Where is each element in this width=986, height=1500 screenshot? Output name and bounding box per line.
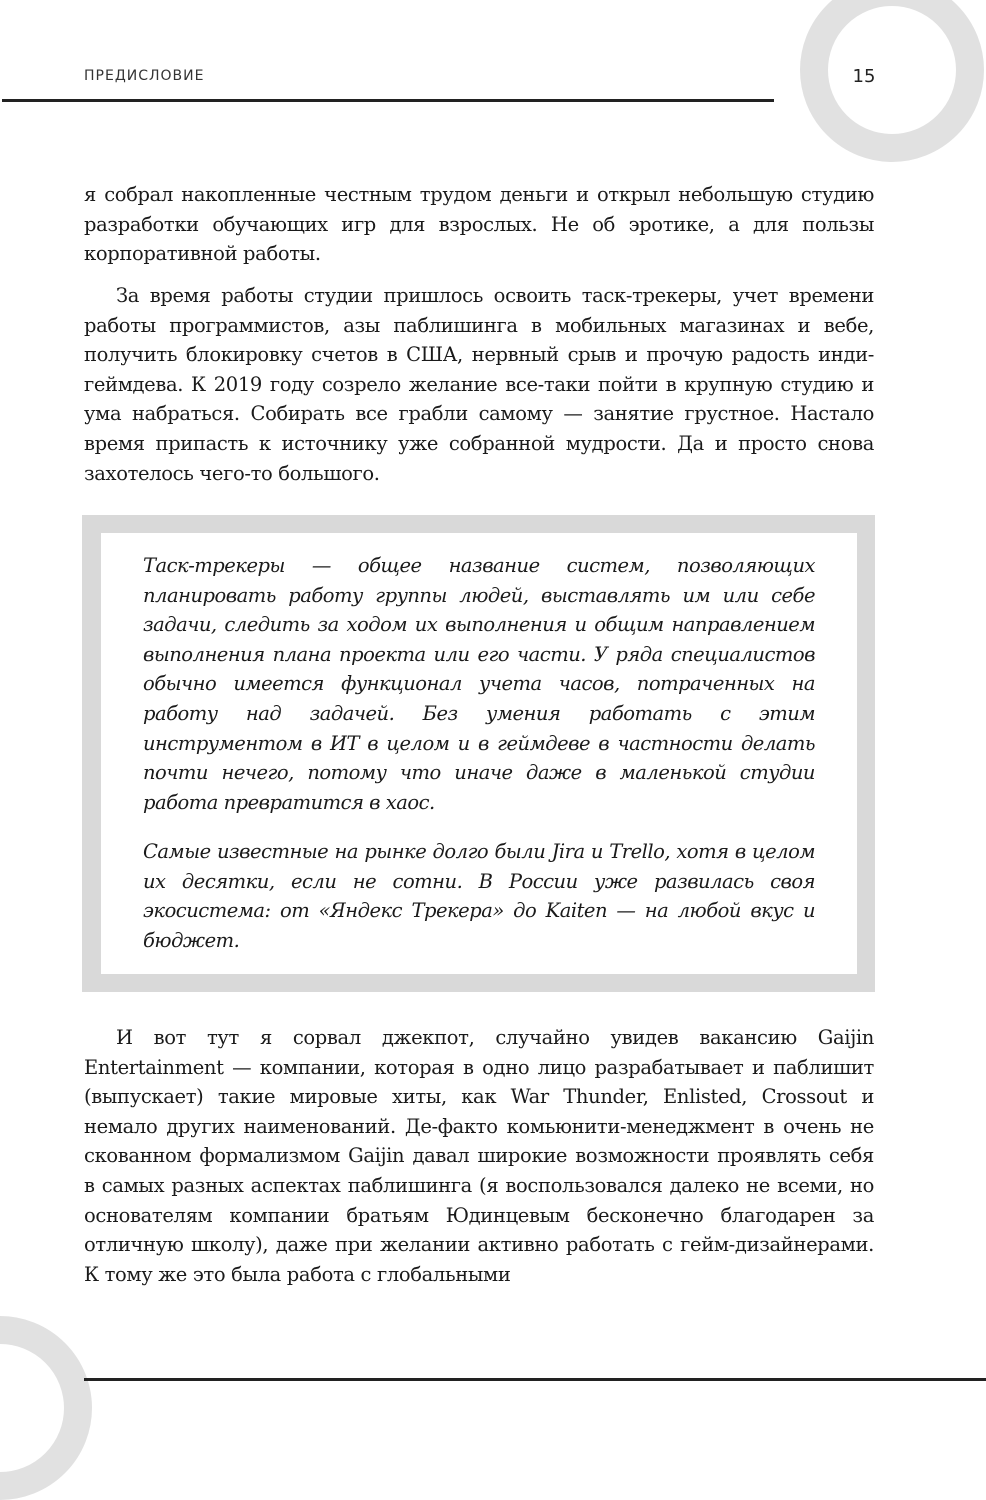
header-rule [2,99,774,102]
body-paragraph-2: За время работы студии пришлось освоить таск-трекеры, учет времени работы программистов, азы паблишинга в мобильных магазинах и вебе, получить блокировку счетов в США, нервный срыв и прочую радость инди-геймдева. К 2019 году созрело желание все-таки пойти в крупную студию и ума набраться. Собирать все грабли самому — занятие грустное. Настало время припасть к источнику уже собранной мудрости. Да и просто снова захотелось чего-то большого. [84,284,874,485]
footer-rule [84,1378,986,1381]
running-head: ПРЕДИСЛОВИЕ [84,68,205,84]
page-corner-ring-bottom [0,1316,92,1500]
body-paragraph-1: я собрал накопленные честным трудом деньги и открыл небольшую студию разработки обучающих игр для взрослых. Не об эротике, а для пользы корпоративной работы. [84,183,874,266]
page-number: 15 [852,66,876,87]
body-paragraph-3: И вот тут я сорвал джекпот, случайно увидев вакансию Gaijin Entertainment — компании, которая в одно лицо разрабатывает и паблишит (выпускает) такие мировые хиты, как War Thunder, Enlisted, Crossout и немало других наименований. Де-факто комьюнити-менеджмент в очень не скованном формализмом Gaijin давал широкие возможности проявлять себя в самых разных аспектах паблишинга (я воспользовался далеко не всеми, но основателям компании братьям Юдинцевым бесконечно благодарен за отличную школу), даже при желании активно работать с гейм-дизайнерами. К тому же это была работа с глобальными [84,1026,874,1286]
note-paragraph-1: Таск-трекеры — общее название систем, позволяющих планировать работу группы людей, выставлять им или себе задачи, следить за ходом их выполнения и общим направлением выполнения плана проекта или его части. У ряда специалистов обычно имеется функционал учета часов, потраченных на работу над задачей. Без умения работать с этим инструментом в ИТ в целом и в геймдеве в частности делать почти нечего, потому что иначе даже в маленькой студии работа превратится в хаос. [143,554,815,814]
note-paragraph-2: Самые известные на рынке долго были Jira и Trello, хотя в целом их десятки, если не сотни. В России уже развилась своя экосистема: от «Яндекс Трекера» до Kaiten — на любой вкус и бюджет. [143,840,815,952]
